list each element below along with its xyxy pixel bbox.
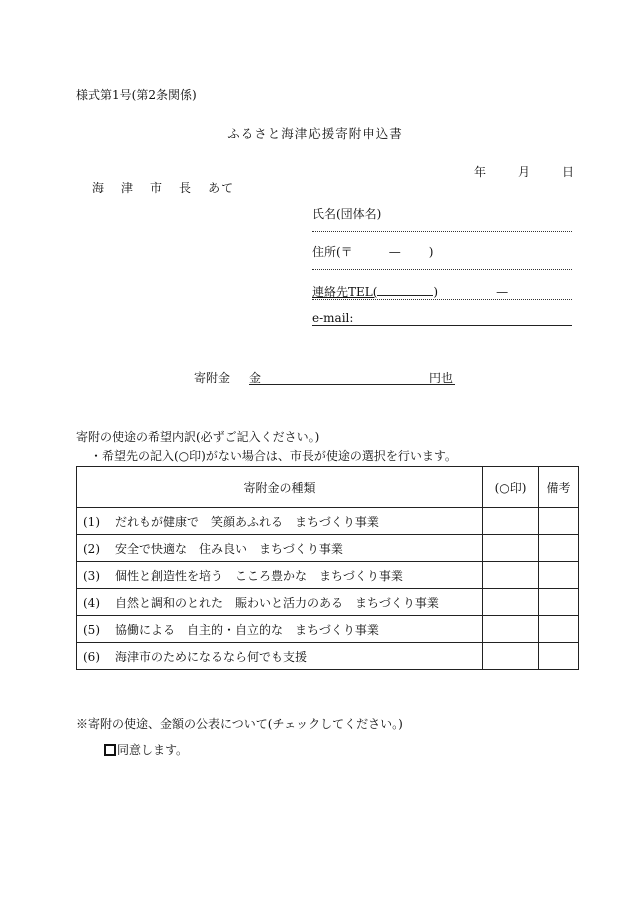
email-field[interactable] <box>312 311 572 326</box>
row-label <box>77 643 483 670</box>
addressee <box>92 179 234 196</box>
row-text: 安全で快適な 住み良い まちづくり事業 <box>115 541 343 556</box>
row-label <box>77 562 483 589</box>
name-field[interactable] <box>312 205 572 232</box>
address-label: 住所(〒 <box>312 245 353 259</box>
form-title: ふるさと海津応援寄附申込書 <box>227 126 403 141</box>
row-number: (3) <box>83 568 100 583</box>
amount-label: 寄附金 <box>194 371 231 385</box>
form-number: 様式第1号(第2条関係) <box>76 88 197 102</box>
row-text: 協働による 自主的・自立的な まちづくり事業 <box>115 622 379 637</box>
row-number: (1) <box>83 514 100 529</box>
mark-cell[interactable] <box>483 616 539 643</box>
address-field[interactable] <box>312 243 572 270</box>
header-mark: (○印) <box>483 467 539 508</box>
usage-note: ・希望先の記入(○印)がない場合は、市長が使途の選択を行います。 <box>90 449 457 463</box>
agree-option[interactable] <box>104 741 188 758</box>
usage-intro: 寄附の使途の希望内訳(必ずご記入ください。) <box>76 430 320 444</box>
table-row <box>77 643 579 670</box>
addressee-part: あて <box>208 181 235 195</box>
table-row <box>77 535 579 562</box>
publication-note: ※寄附の使途、金額の公表について(チェックしてください。) <box>76 717 403 731</box>
mark-cell[interactable] <box>483 535 539 562</box>
mark-cell[interactable] <box>483 589 539 616</box>
table-row <box>77 616 579 643</box>
amount-suffix: 円也 <box>428 371 453 385</box>
amount-prefix: 金 <box>249 371 262 385</box>
row-label <box>77 535 483 562</box>
row-number: (2) <box>83 541 100 556</box>
addressee-part: 海 <box>92 181 106 195</box>
year-label: 年 <box>474 165 487 179</box>
day-label: 日 <box>562 165 575 179</box>
table-row <box>77 508 579 535</box>
addressee-part: 市 <box>150 181 164 195</box>
email-label: e-mail: <box>312 311 354 325</box>
row-text: 海津市のためになるなら何でも支援 <box>115 649 308 664</box>
addressee-part: 津 <box>121 181 135 195</box>
row-text: 個性と創造性を培う こころ豊かな まちづくり事業 <box>115 568 403 583</box>
tel-field[interactable] <box>312 283 572 300</box>
row-label <box>77 616 483 643</box>
row-label <box>77 508 483 535</box>
month-label: 月 <box>518 165 531 179</box>
remarks-cell[interactable] <box>539 562 579 589</box>
remarks-cell[interactable] <box>539 589 579 616</box>
row-number: (6) <box>83 649 100 664</box>
remarks-cell[interactable] <box>539 535 579 562</box>
address-close: ) <box>428 245 434 259</box>
row-text: だれもが健康で 笑顔あふれる まちづくり事業 <box>115 514 379 529</box>
agree-checkbox[interactable] <box>104 744 116 756</box>
header-type: 寄附金の種類 <box>77 467 483 508</box>
row-number: (5) <box>83 622 100 637</box>
remarks-cell[interactable] <box>539 508 579 535</box>
mark-cell[interactable] <box>483 643 539 670</box>
mark-cell[interactable] <box>483 562 539 589</box>
remarks-cell[interactable] <box>539 643 579 670</box>
row-text: 自然と調和のとれた 賑わいと活力のある まちづくり事業 <box>115 595 439 610</box>
mark-cell[interactable] <box>483 508 539 535</box>
table-row <box>77 562 579 589</box>
tel-label: 連絡先TEL( <box>312 285 378 299</box>
row-number: (4) <box>83 595 100 610</box>
name-label: 氏名(団体名) <box>312 207 382 221</box>
tel-dash: — <box>496 285 509 299</box>
table-row <box>77 589 579 616</box>
agree-label: 同意します。 <box>117 743 189 757</box>
row-label <box>77 589 483 616</box>
header-remarks: 備考 <box>539 467 579 508</box>
remarks-cell[interactable] <box>539 616 579 643</box>
table-header-row <box>77 467 579 508</box>
usage-table <box>76 466 579 670</box>
addressee-part: 長 <box>179 181 193 195</box>
date-fields <box>474 163 574 180</box>
amount-field[interactable] <box>249 369 455 385</box>
address-dash: — <box>388 245 401 259</box>
tel-close: ) <box>433 285 439 299</box>
